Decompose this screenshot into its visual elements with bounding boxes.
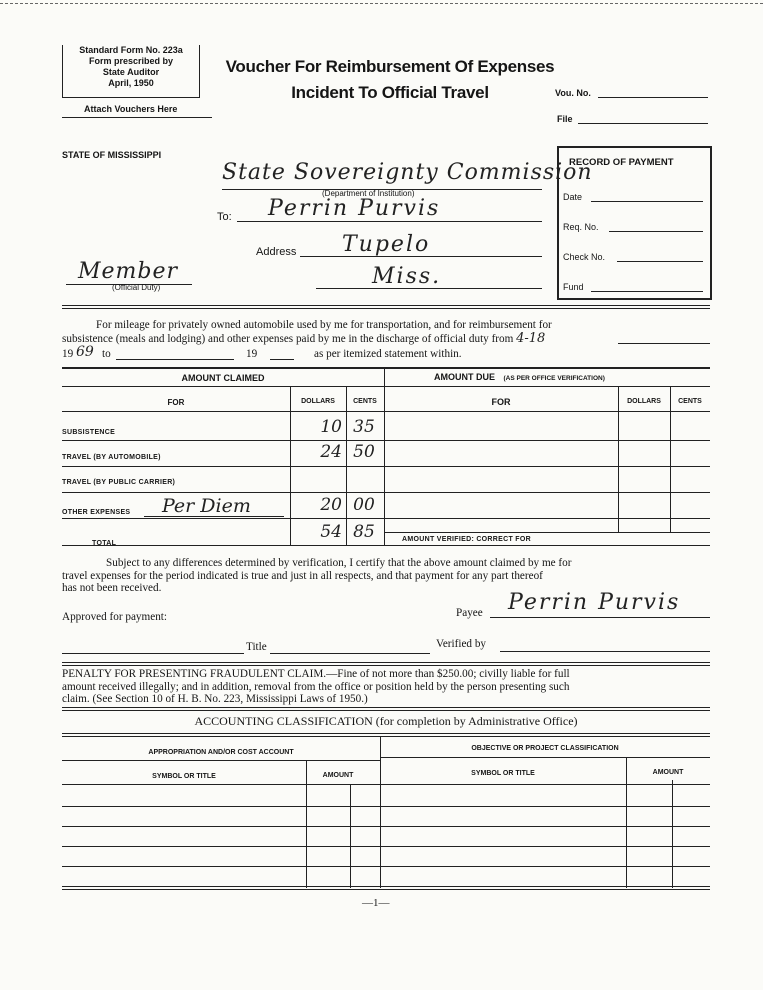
year-prefix: 19	[62, 348, 74, 360]
claimed-row-dollars: 10	[320, 417, 342, 437]
record-date-label: Date	[563, 192, 583, 202]
left-amount-header: AMOUNT	[322, 772, 354, 779]
due-header-rule	[384, 386, 710, 387]
accounting-title: ACCOUNTING CLASSIFICATION (for completion by Administrative Office)	[194, 714, 578, 728]
right-amount-divider	[626, 757, 627, 888]
total-cents: 85	[353, 522, 375, 542]
to-label: To:	[217, 211, 232, 223]
total-rule	[62, 545, 384, 546]
row-rule-2	[62, 466, 710, 467]
row-rule-4	[62, 518, 710, 519]
claimed-col-cents: CENTS	[353, 398, 377, 405]
record-fund-field[interactable]	[591, 291, 703, 292]
record-req-label: Req. No.	[563, 222, 599, 232]
vou-no-field[interactable]	[598, 97, 708, 98]
accounting-row-rule	[62, 846, 710, 847]
attach-note: Attach Vouchers Here	[84, 104, 178, 114]
section-rule-top	[62, 305, 710, 306]
section-rule-bottom	[62, 308, 710, 309]
to-year-rule	[270, 359, 294, 360]
accounting-row-rule	[62, 866, 710, 867]
intro-paragraph	[62, 319, 712, 346]
claimed-row-detail: Per Diem	[162, 495, 251, 517]
verified-by-field[interactable]	[500, 651, 710, 652]
accounting-bottom-rule	[62, 886, 710, 887]
penalty-text-1: —Fine of not more than $250.00; civilly liable for full	[326, 668, 570, 680]
appropriation-header: APPROPRIATION AND/OR COST ACCOUNT	[148, 749, 294, 756]
record-check-field[interactable]	[617, 261, 703, 262]
due-cents-divider	[670, 386, 671, 532]
due-col-cents: CENTS	[678, 398, 702, 405]
payee-signature: Perrin Purvis	[508, 590, 681, 615]
form-prescribed: Form prescribed by	[88, 56, 174, 66]
appropriation-header-rule	[62, 760, 380, 761]
file-label: File	[557, 114, 573, 124]
intro-line-2-text: subsistence (meals and lodging) and other expenses paid by me in the discharge of official duty from	[62, 333, 514, 345]
table-top-rule	[62, 367, 710, 369]
record-check-label: Check No.	[563, 252, 606, 262]
certify-line-3: has not been received.	[62, 582, 162, 594]
record-req-field[interactable]	[609, 231, 703, 232]
accounting-bottom-rule-2	[62, 889, 710, 890]
accounting-row-rule	[62, 784, 710, 785]
verified-by-label: Verified by	[436, 638, 487, 650]
year-handwritten: 69	[76, 344, 94, 360]
to-date-label: to	[102, 348, 111, 360]
intro-tail: as per itemized statement within.	[314, 348, 462, 360]
official-duty-label: (Official Duty)	[112, 283, 161, 292]
claimed-row-label: TRAVEL (BY PUBLIC CARRIER)	[62, 479, 176, 486]
title-line-1: Voucher For Reimbursement Of Expenses	[225, 57, 555, 76]
total-dollars: 54	[320, 522, 342, 542]
other-expenses-rule	[144, 516, 284, 517]
form-number-box	[62, 45, 200, 98]
due-col-dollars: DOLLARS	[627, 398, 661, 405]
to-date-rule	[116, 359, 234, 360]
intro-line-1: For mileage for privately owned automobile used by me for transportation, and for reimbursement for	[96, 319, 552, 331]
accounting-rule-top-2	[62, 736, 710, 737]
row-rule-3	[62, 492, 710, 493]
claimed-row-label: SUBSISTENCE	[62, 429, 116, 436]
verified-rule	[384, 545, 710, 546]
accounting-row-rule	[62, 826, 710, 827]
form-date: April, 1950	[108, 78, 154, 88]
claimed-col-for: FOR	[167, 398, 185, 407]
top-edge	[0, 3, 763, 4]
claimed-col-rule	[62, 411, 384, 412]
payee-rule	[490, 617, 710, 618]
claimed-row-label: TRAVEL (BY AUTOMOBILE)	[62, 454, 161, 461]
total-label: TOTAL	[92, 540, 117, 547]
certification-text	[62, 557, 714, 595]
penalty-rule-bottom-2	[62, 710, 710, 711]
address-line-2: Miss.	[372, 264, 442, 289]
form-auditor: State Auditor	[102, 67, 160, 77]
penalty-line-2: amount received illegally; and in addition, removal from the office or position held by the person presenting such	[62, 680, 570, 693]
penalty-rule-top	[62, 662, 710, 663]
form-number: Standard Form No. 223a	[79, 45, 183, 55]
claimed-row-dollars: 24	[320, 442, 342, 462]
objective-header: OBJECTIVE OR PROJECT CLASSIFICATION	[471, 745, 619, 752]
penalty-rule-bottom	[62, 707, 710, 708]
right-cents-divider	[672, 780, 673, 888]
left-amount-divider	[306, 760, 307, 888]
claimed-row-label: OTHER EXPENSES	[62, 509, 131, 516]
accounting-rule-top	[62, 733, 710, 734]
left-cents-divider	[350, 784, 351, 888]
amount-due-title: AMOUNT DUE	[434, 372, 495, 382]
claimed-header-rule	[62, 386, 384, 387]
from-date-rule	[618, 343, 710, 344]
address-rule-2	[316, 288, 542, 289]
accounting-row-rule	[62, 806, 710, 807]
record-title: RECORD OF PAYMENT	[569, 157, 674, 168]
payee-label: Payee	[456, 607, 483, 619]
claimed-col-dollars: DOLLARS	[301, 398, 335, 405]
record-fund-label: Fund	[563, 282, 584, 292]
official-duty-value: Member	[78, 259, 179, 284]
intro-line-2	[62, 332, 712, 346]
form-title	[212, 54, 568, 106]
due-bottom-rule	[384, 532, 710, 533]
amount-due-header	[434, 372, 605, 382]
due-dollars-divider	[618, 386, 619, 532]
left-symbol-header: SYMBOL OR TITLE	[152, 773, 216, 780]
amount-claimed-header: AMOUNT CLAIMED	[181, 373, 265, 383]
penalty-notice	[62, 668, 714, 706]
address-rule-1	[300, 256, 542, 257]
right-amount-header: AMOUNT	[652, 769, 684, 776]
title-field[interactable]	[270, 653, 430, 654]
penalty-rule-top-2	[62, 665, 710, 666]
certify-line-2: travel expenses for the period indicated is true and just in all respects, and that payment for any part thereof	[62, 569, 543, 582]
from-date-value: 4-18	[516, 331, 546, 346]
claimed-row-cents: 00	[353, 495, 375, 515]
payee-name-value: Perrin Purvis	[268, 196, 441, 221]
address-label: Address	[256, 246, 297, 258]
claimed-row-cents: 50	[353, 442, 375, 462]
file-field[interactable]	[578, 123, 708, 124]
department-value: State Sovereignty Commission	[222, 160, 593, 185]
attach-rule	[62, 117, 212, 118]
objective-header-rule	[380, 757, 710, 758]
page-number: —1—	[362, 897, 390, 909]
vou-no-label: Vou. No.	[555, 88, 591, 98]
to-rule	[237, 221, 542, 222]
penalty-line-1	[62, 668, 714, 681]
title-line-2: Incident To Official Travel	[291, 83, 489, 102]
certify-line-1: Subject to any differences determined by verification, I certify that the above amount claimed by me for	[106, 557, 572, 569]
approved-label: Approved for payment:	[62, 611, 168, 623]
claimed-row-dollars: 20	[320, 495, 342, 515]
penalty-heading: PENALTY FOR PRESENTING FRAUDULENT CLAIM.	[62, 668, 327, 680]
row-rule-1	[62, 440, 710, 441]
approver-rule	[62, 653, 244, 654]
record-date-field[interactable]	[591, 201, 703, 202]
title-label: Title	[246, 641, 267, 653]
state-label: STATE OF MISSISSIPPI	[62, 150, 162, 160]
amount-verified-label: AMOUNT VERIFIED: CORRECT FOR	[402, 536, 531, 543]
to-year-prefix: 19	[246, 348, 258, 360]
department-label: (Department of Institution)	[322, 189, 415, 198]
record-of-payment-box	[557, 146, 712, 300]
penalty-line-3: claim. (See Section 10 of H. B. No. 223, Mississippi Laws of 1950.)	[62, 693, 368, 705]
due-col-for: FOR	[491, 397, 511, 407]
right-symbol-header: SYMBOL OR TITLE	[471, 770, 535, 777]
address-line-1: Tupelo	[342, 232, 431, 257]
due-col-rule	[384, 411, 710, 412]
claimed-row-cents: 35	[353, 417, 375, 437]
amount-due-note: (AS PER OFFICE VERIFICATION)	[503, 375, 605, 382]
